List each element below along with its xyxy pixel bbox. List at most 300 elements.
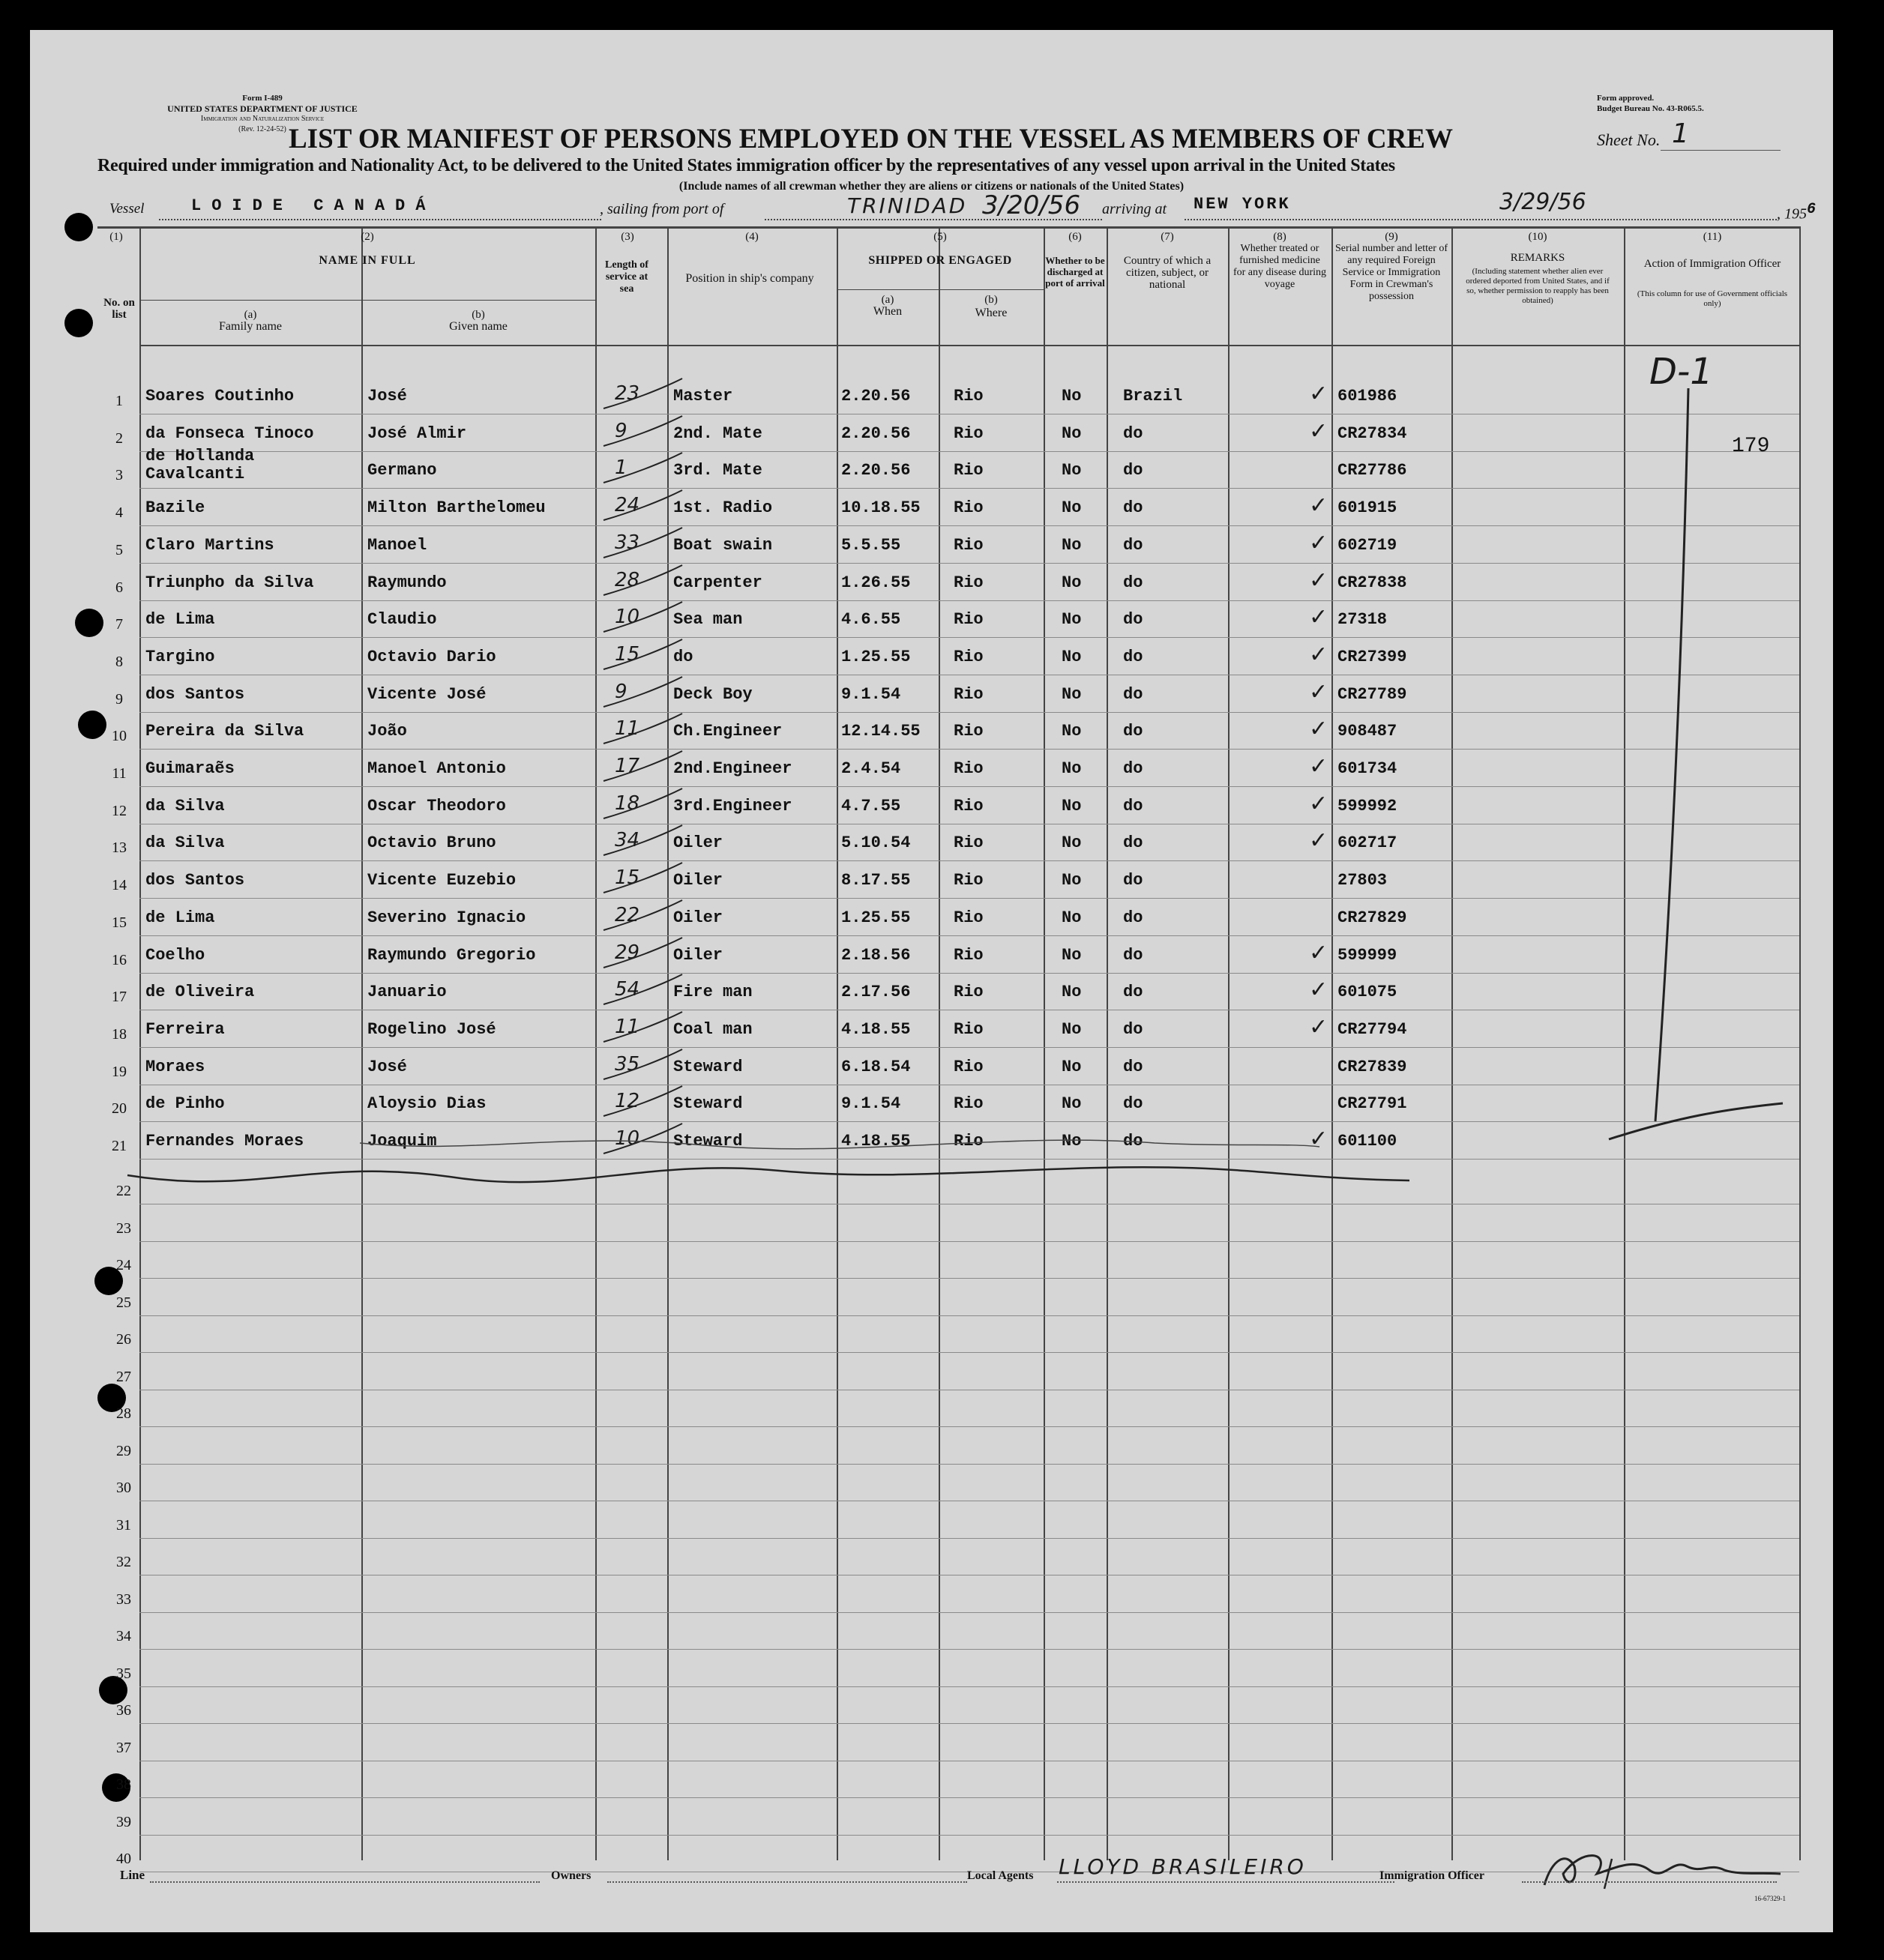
- col8-header: Whether treated or furnished medicine for any disease during voyage: [1233, 243, 1327, 290]
- row-number: 34: [116, 1628, 131, 1644]
- row-number: 31: [116, 1516, 131, 1534]
- medicine-check: ✓: [1309, 716, 1328, 743]
- position: 2nd. Mate: [673, 423, 762, 443]
- shipped-when: 2.20.56: [841, 423, 911, 443]
- position: Oiler: [673, 908, 723, 927]
- medicine-check: ✓: [1309, 753, 1328, 780]
- row-number: 33: [116, 1590, 131, 1608]
- row-number: 9: [115, 690, 123, 708]
- discharged: No: [1062, 573, 1082, 592]
- serial-number: CR27399: [1337, 647, 1407, 666]
- budget-bureau: Budget Bureau No. 43-R065.5.: [1597, 104, 1704, 113]
- given-name: Raymundo Gregorio: [367, 945, 536, 965]
- include-note: (Include names of all crewman whether they are aliens or citizens or nationals of the United States): [678, 180, 1185, 193]
- serial-number: CR27834: [1337, 423, 1407, 443]
- discharged: No: [1062, 461, 1082, 480]
- row-number: 30: [116, 1480, 131, 1496]
- country: do: [1123, 1094, 1143, 1114]
- shipped-when: 10.18.55: [841, 498, 921, 518]
- row-number: 38: [116, 1776, 131, 1793]
- serial-number: 602719: [1337, 535, 1397, 555]
- serial-number: 601100: [1337, 1132, 1397, 1151]
- given-name: Vicente Euzebio: [367, 871, 517, 890]
- shipped-when: 1.25.55: [841, 647, 911, 666]
- service-years: 15: [615, 642, 640, 666]
- given-name: Oscar Theodoro: [367, 796, 506, 815]
- family-name: Ferreira: [145, 1019, 225, 1039]
- col4-number: (4): [745, 231, 759, 243]
- service-years: 9: [615, 419, 628, 442]
- given-name: Vicente José: [367, 684, 487, 704]
- shipped-where: Rio: [954, 908, 984, 927]
- country: do: [1123, 535, 1143, 555]
- shipped-where: Rio: [954, 983, 984, 1002]
- serial-number: 599992: [1337, 796, 1397, 815]
- service-years: 28: [615, 568, 640, 591]
- medicine-check: ✓: [1309, 1126, 1328, 1152]
- annotation-strokes: [30, 30, 1833, 1932]
- service-years: 18: [615, 791, 640, 815]
- col11-header: Action of Immigration Officer: [1643, 258, 1781, 270]
- row-number: 32: [116, 1554, 131, 1570]
- discharged: No: [1062, 610, 1082, 630]
- footer-owners-underline: [607, 1881, 967, 1883]
- shipped-where: Rio: [954, 684, 984, 704]
- serial-number: 601734: [1337, 759, 1397, 778]
- medicine-check: ✓: [1309, 1013, 1328, 1040]
- col2a-header: Family name: [219, 320, 282, 333]
- position: 3rd.Engineer: [673, 796, 792, 815]
- row-number: 18: [112, 1025, 127, 1043]
- position: 2nd.Engineer: [673, 759, 792, 778]
- given-name: Manoel: [367, 535, 427, 555]
- family-name: Pereira da Silva: [145, 722, 304, 741]
- arriving-port: NEW YORK: [1194, 195, 1291, 214]
- sailing-label: , sailing from port of: [600, 201, 724, 217]
- col5b-header: Where: [975, 307, 1008, 319]
- service-years: 35: [615, 1052, 640, 1076]
- family-name: da Silva: [145, 833, 225, 853]
- row-number: 4: [115, 504, 123, 522]
- shipped-when: 9.1.54: [841, 1094, 901, 1114]
- footer-line-label: Line: [120, 1868, 145, 1882]
- shipped-when: 6.18.54: [841, 1057, 911, 1076]
- shipped-when: 4.7.55: [841, 796, 901, 815]
- row-number: 8: [115, 653, 123, 670]
- position: Coal man: [673, 1019, 753, 1039]
- serial-number: CR27786: [1337, 461, 1407, 480]
- form-title: LIST OR MANIFEST OF PERSONS EMPLOYED ON THE VESSEL AS MEMBERS OF CREW: [289, 124, 1453, 154]
- shipped-where: Rio: [954, 1057, 984, 1076]
- col5a-number: (a): [881, 294, 894, 306]
- medicine-check: ✓: [1309, 641, 1328, 668]
- family-name: dos Santos: [145, 684, 245, 704]
- position: Steward: [673, 1057, 743, 1076]
- officer-signature: [1522, 1844, 1792, 1896]
- col7-number: (7): [1161, 231, 1174, 243]
- col10-number: (10): [1528, 231, 1547, 243]
- shipped-where: Rio: [954, 833, 984, 853]
- year-suffix: 6: [1807, 201, 1817, 218]
- country: do: [1123, 423, 1143, 443]
- service-years: 34: [615, 829, 640, 852]
- col2b-header: Given name: [449, 320, 508, 333]
- given-name: Severino Ignacio: [367, 908, 526, 927]
- col9-number: (9): [1385, 231, 1398, 243]
- given-name: Raymundo: [367, 573, 447, 592]
- shipped-when: 4.18.55: [841, 1132, 911, 1151]
- service-years: 15: [615, 866, 640, 890]
- country: do: [1123, 908, 1143, 927]
- sailing-date: 3/20/56: [982, 190, 1081, 220]
- row-number: 27: [116, 1368, 131, 1385]
- country: do: [1123, 871, 1143, 890]
- medicine-check: ✓: [1309, 790, 1328, 817]
- discharged: No: [1062, 647, 1082, 666]
- vessel-label: Vessel: [109, 201, 145, 217]
- col11-number: (11): [1703, 231, 1722, 243]
- manifest-sheet: [30, 30, 1833, 1932]
- shipped-when: 9.1.54: [841, 684, 901, 704]
- col4-header: Position in ship's company: [685, 272, 814, 285]
- given-name: Germano: [367, 461, 437, 480]
- service-years: 11: [615, 1015, 640, 1038]
- col8-number: (8): [1273, 231, 1286, 243]
- row-number: 36: [116, 1702, 131, 1719]
- discharged: No: [1062, 945, 1082, 965]
- col6-number: (6): [1068, 231, 1082, 243]
- serial-number: 602717: [1337, 833, 1397, 853]
- family-name: de Lima: [145, 610, 215, 630]
- position: 3rd. Mate: [673, 461, 762, 480]
- service-years: 23: [615, 382, 640, 405]
- col1-header: No. on list: [103, 297, 135, 321]
- discharged: No: [1062, 387, 1082, 405]
- form-approved: Form approved.: [1597, 94, 1655, 103]
- position: Carpenter: [673, 573, 762, 592]
- country: do: [1123, 983, 1143, 1002]
- position: do: [673, 647, 693, 666]
- shipped-where: Rio: [954, 759, 984, 778]
- col5-header: SHIPPED OR ENGAGED: [868, 254, 1012, 267]
- family-name: Moraes: [145, 1057, 205, 1076]
- shipped-when: 2.4.54: [841, 759, 901, 778]
- shipped-where: Rio: [954, 796, 984, 815]
- serial-number: 27318: [1337, 610, 1388, 630]
- shipped-when: 1.26.55: [841, 573, 911, 592]
- arriving-label: arriving at: [1102, 201, 1167, 217]
- country: do: [1123, 1057, 1143, 1076]
- footer-line-underline: [150, 1881, 540, 1883]
- given-name: Joaquim: [367, 1132, 437, 1151]
- service-years: 22: [615, 903, 640, 926]
- col7-header: Country of which a citizen, subject, or national: [1123, 255, 1212, 291]
- country: do: [1123, 1132, 1143, 1151]
- discharged: No: [1062, 796, 1082, 815]
- serial-number: 601915: [1337, 498, 1397, 518]
- row-number: 22: [116, 1183, 131, 1199]
- print-code: 16-67329-1: [1754, 1895, 1786, 1902]
- shipped-when: 1.25.55: [841, 908, 911, 927]
- family-name: Soares Coutinho: [145, 387, 295, 405]
- strikethrough-wave: [360, 1140, 1319, 1149]
- shipped-where: Rio: [954, 722, 984, 741]
- row-number: 21: [112, 1138, 127, 1154]
- service-years: 29: [615, 941, 640, 964]
- service-years: 10: [615, 606, 640, 629]
- shipped-where: Rio: [954, 387, 984, 405]
- col5a-header: When: [873, 305, 903, 318]
- family-name: Guimaraẽs: [145, 759, 235, 778]
- family-name: Claro Martins: [145, 535, 274, 555]
- service-years: 33: [615, 531, 640, 554]
- service-years: 17: [615, 755, 640, 777]
- service-years: 24: [615, 494, 640, 517]
- strikethrough-wave: [127, 1167, 1409, 1182]
- service-name: Immigration and Naturalization Service: [200, 115, 325, 123]
- col5b-number: (b): [984, 294, 998, 306]
- medicine-check: ✓: [1309, 977, 1328, 1004]
- arriving-date: 3/29/56: [1499, 189, 1586, 215]
- given-name: Claudio: [367, 610, 437, 630]
- row-number: 29: [116, 1442, 131, 1459]
- country: do: [1123, 833, 1143, 853]
- serial-number: CR27839: [1337, 1057, 1407, 1076]
- family-name: Triunpho da Silva: [145, 573, 314, 592]
- row-number: 23: [116, 1219, 131, 1237]
- discharged: No: [1062, 722, 1082, 741]
- given-name: Octavio Bruno: [367, 833, 496, 853]
- family-name: de Hollanda Cavalcanti: [145, 447, 255, 484]
- shipped-when: 4.18.55: [841, 1019, 911, 1039]
- position: Ch.Engineer: [673, 722, 783, 741]
- row-number: 17: [112, 989, 127, 1006]
- country: do: [1123, 945, 1143, 965]
- col1-number: (1): [109, 231, 123, 243]
- revision: (Rev. 12-24-52): [238, 125, 286, 133]
- service-years: 10: [615, 1127, 640, 1150]
- family-name: de Lima: [145, 908, 215, 927]
- sheet-number: 1: [1672, 118, 1689, 149]
- row-number: 1: [115, 393, 123, 409]
- shipped-when: 12.14.55: [841, 722, 921, 741]
- position: 1st. Radio: [673, 498, 773, 518]
- shipped-when: 8.17.55: [841, 871, 911, 890]
- form-number: Form I-489: [242, 94, 283, 103]
- footer-agents-label: Local Agents: [967, 1869, 1034, 1882]
- shipped-when: 2.17.56: [841, 983, 911, 1002]
- shipped-when: 4.6.55: [841, 610, 901, 630]
- medicine-check: ✓: [1309, 678, 1328, 705]
- position: Boat swain: [673, 535, 773, 555]
- row-number: 19: [112, 1063, 127, 1080]
- family-name: de Oliveira: [145, 983, 255, 1002]
- given-name: Milton Barthelomeu: [367, 498, 546, 518]
- form-subtitle: Required under immigration and Nationality Act, to be delivered to the United States immigration officer by the representatives of any vessel upon arrival in the United States: [97, 156, 1395, 175]
- row-number: 11: [112, 765, 127, 782]
- discharged: No: [1062, 1132, 1082, 1151]
- row-number: 10: [112, 728, 127, 745]
- col3-number: (3): [621, 231, 634, 243]
- discharged: No: [1062, 535, 1082, 555]
- discharged: No: [1062, 1094, 1082, 1114]
- row-number: 20: [112, 1100, 127, 1118]
- shipped-where: Rio: [954, 535, 984, 555]
- count-annotation: 179: [1732, 435, 1770, 458]
- shipped-where: Rio: [954, 1019, 984, 1039]
- given-name: Januario: [367, 983, 447, 1002]
- discharged: No: [1062, 1057, 1082, 1076]
- family-name: Coelho: [145, 945, 205, 965]
- row-number: 37: [116, 1739, 131, 1756]
- country: Brazil: [1123, 387, 1183, 405]
- row-number: 14: [112, 877, 127, 894]
- position: Steward: [673, 1132, 743, 1151]
- shipped-where: Rio: [954, 1094, 984, 1114]
- footer-owners-label: Owners: [551, 1869, 592, 1882]
- col2-number: (2): [361, 231, 374, 243]
- position: Oiler: [673, 945, 723, 965]
- col11-note: (This column for use of Government officials only): [1637, 289, 1788, 308]
- position: Oiler: [673, 871, 723, 890]
- serial-number: CR27789: [1337, 684, 1407, 704]
- row-number: 12: [112, 802, 127, 819]
- position: Master: [673, 387, 733, 405]
- col2a-number: (a): [244, 309, 257, 321]
- service-years: 12: [615, 1090, 640, 1113]
- family-name: Targino: [145, 647, 215, 666]
- position: Fire man: [673, 983, 753, 1002]
- discharged: No: [1062, 871, 1082, 890]
- country: do: [1123, 759, 1143, 778]
- family-name: de Pinho: [145, 1094, 225, 1114]
- family-name: Bazile: [145, 498, 205, 518]
- row-number: 15: [112, 914, 127, 931]
- medicine-check: ✓: [1309, 417, 1328, 444]
- shipped-where: Rio: [954, 461, 984, 480]
- shipped-when: 2.18.56: [841, 945, 911, 965]
- col3-header: Length of service at sea: [605, 259, 648, 295]
- position: Deck Boy: [673, 684, 753, 704]
- medicine-check: ✓: [1309, 604, 1328, 631]
- given-name: José: [367, 1057, 407, 1076]
- discharged: No: [1062, 908, 1082, 927]
- service-years: 54: [615, 978, 640, 1001]
- row-number: 39: [116, 1813, 131, 1830]
- country: do: [1123, 573, 1143, 592]
- shipped-when: 5.5.55: [841, 535, 901, 555]
- shipped-where: Rio: [954, 573, 984, 592]
- shipped-where: Rio: [954, 610, 984, 630]
- shipped-where: Rio: [954, 1132, 984, 1151]
- col2-header: NAME IN FULL: [319, 254, 416, 267]
- discharged: No: [1062, 983, 1082, 1002]
- shipped-where: Rio: [954, 498, 984, 518]
- medicine-check: ✓: [1309, 492, 1328, 519]
- service-years: 11: [615, 717, 640, 741]
- discharged: No: [1062, 1019, 1082, 1039]
- serial-number: 601075: [1337, 983, 1397, 1002]
- row-number: 16: [112, 951, 127, 968]
- position: Steward: [673, 1094, 743, 1114]
- country: do: [1123, 1019, 1143, 1039]
- department: UNITED STATES DEPARTMENT OF JUSTICE: [167, 103, 358, 114]
- discharged: No: [1062, 759, 1082, 778]
- given-name: Aloysio Dias: [367, 1094, 487, 1114]
- family-name: da Fonseca Tinoco: [145, 423, 314, 443]
- medicine-check: ✓: [1309, 567, 1328, 594]
- country: do: [1123, 461, 1143, 480]
- year-prefix: , 195: [1777, 205, 1807, 223]
- row-number: 7: [115, 616, 123, 633]
- shipped-when: 5.10.54: [841, 833, 911, 853]
- col2b-number: (b): [472, 309, 485, 321]
- col9-header: Serial number and letter of any required Foreign Service or Immigration Form in Crewman's possession: [1334, 243, 1448, 302]
- row-number: 2: [115, 429, 123, 447]
- discharged: No: [1062, 833, 1082, 853]
- medicine-check: ✓: [1309, 381, 1328, 407]
- serial-number: 601986: [1337, 387, 1397, 405]
- country: do: [1123, 722, 1143, 741]
- given-name: João: [367, 722, 407, 741]
- country: do: [1123, 647, 1143, 666]
- sheet-label: Sheet No.: [1597, 130, 1661, 149]
- col5-number: (5): [933, 231, 947, 243]
- sailing-port: TRINIDAD: [847, 193, 968, 218]
- medicine-check: ✓: [1309, 827, 1328, 854]
- shipped-when: 2.20.56: [841, 461, 911, 480]
- shipped-where: Rio: [954, 423, 984, 443]
- col6-header: Whether to be discharged at port of arrival: [1045, 255, 1105, 289]
- vessel-name: LOIDE CANADÁ: [191, 196, 436, 215]
- family-name: dos Santos: [145, 871, 245, 890]
- shipped-when: 2.20.56: [841, 387, 911, 405]
- serial-number: CR27829: [1337, 908, 1407, 927]
- row-number: 25: [116, 1294, 131, 1311]
- action-bracket-line: [1655, 388, 1688, 1121]
- position: Oiler: [673, 833, 723, 853]
- row-number: 40: [116, 1851, 131, 1867]
- row-number: 24: [116, 1257, 131, 1273]
- row-number: 3: [115, 467, 123, 484]
- row-number: 6: [115, 579, 123, 596]
- row-number: 13: [112, 839, 127, 857]
- serial-number: CR27791: [1337, 1094, 1407, 1114]
- footer-agents-underline: [1057, 1881, 1394, 1883]
- discharged: No: [1062, 498, 1082, 518]
- action-bracket-foot: [1609, 1103, 1783, 1139]
- family-name: da Silva: [145, 796, 225, 815]
- row-number: 35: [116, 1665, 131, 1682]
- serial-number: 908487: [1337, 722, 1397, 741]
- footer-officer-underline: [1522, 1881, 1777, 1883]
- row-number: 26: [116, 1331, 131, 1348]
- footer-officer-label: Immigration Officer: [1379, 1869, 1484, 1882]
- given-name: Manoel Antonio: [367, 759, 506, 778]
- shipped-where: Rio: [954, 945, 984, 965]
- discharged: No: [1062, 684, 1082, 704]
- medicine-check: ✓: [1309, 529, 1328, 556]
- serial-number: 27803: [1337, 871, 1388, 890]
- given-name: Octavio Dario: [367, 647, 496, 666]
- serial-number: CR27794: [1337, 1019, 1407, 1039]
- given-name: José: [367, 387, 407, 405]
- row-number: 5: [115, 541, 123, 558]
- action-mark: D-1: [1649, 351, 1713, 393]
- shipped-where: Rio: [954, 871, 984, 890]
- country: do: [1123, 684, 1143, 704]
- country: do: [1123, 498, 1143, 518]
